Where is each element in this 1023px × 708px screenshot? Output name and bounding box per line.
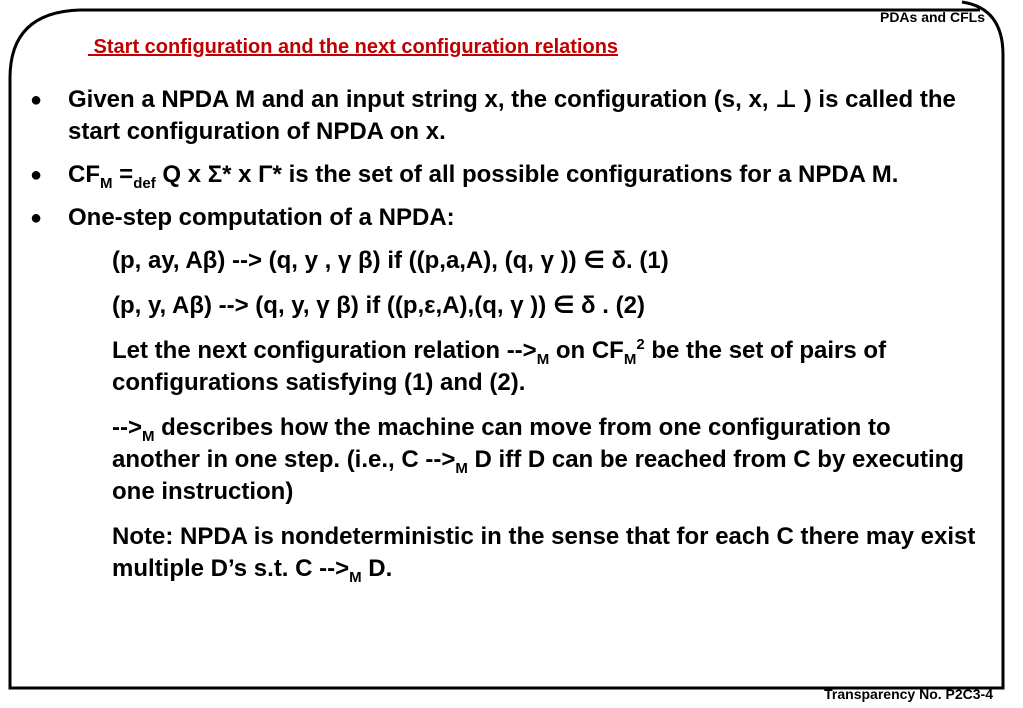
bullet-item bbox=[30, 159, 980, 191]
sub-bullet-item bbox=[30, 335, 980, 399]
bullet-dot-icon: ● bbox=[30, 164, 43, 186]
bullet-dot-icon: ● bbox=[30, 207, 43, 229]
bullet-item bbox=[30, 202, 980, 234]
bullet-text: $-->_M$ describes how the machine can move from one configuration to another in one step. (i.e., C $-->_M$ D iff D can be reached from C by executing one instruction) bbox=[112, 414, 964, 505]
bullet-text: (p, y, Aβ) --> (q, y, γ β) if ((p,ε,A),(q, γ )) ∈ δ . (2) bbox=[112, 292, 645, 319]
bullet-text: Let the next configuration relation $-->_M$ on $CF_M^2$ be the set of pairs of configurations satisfying (1) and (2). bbox=[112, 336, 887, 396]
bullet-item bbox=[30, 84, 980, 148]
sub-bullet-item bbox=[30, 245, 980, 277]
sub-bullet-item bbox=[30, 412, 980, 508]
sub-bullet-item bbox=[30, 521, 980, 585]
slide-header: PDAs and CFLs bbox=[879, 9, 985, 25]
slide-footer: Transparency No. P2C3-4 bbox=[824, 686, 993, 702]
bullet-text: (p, ay, Aβ) --> (q, y , γ β) if ((p,a,A), (q, γ )) ∈ δ. (1) bbox=[112, 247, 669, 274]
bullet-text: Given a NPDA M and an input string x, the configuration (s, x, ⊥ ) is called the start configuration of NPDA on x. bbox=[68, 86, 956, 145]
bullet-text: $CF_M =_{def}$ Q x Σ* x Γ* is the set of all possible configurations for a NPDA M. bbox=[68, 161, 899, 192]
bullet-text: Note: NPDA is nondeterministic in the sense that for each C there may exist multiple D’s s.t. C $-->_M$ D. bbox=[112, 523, 976, 586]
sub-bullet-item bbox=[30, 290, 980, 322]
slide-title: Start configuration and the next configuration relations bbox=[88, 36, 619, 58]
bullet-text: One-step computation of a NPDA: bbox=[68, 204, 455, 231]
slide-content bbox=[30, 84, 980, 598]
bullet-dot-icon: ● bbox=[30, 89, 43, 111]
